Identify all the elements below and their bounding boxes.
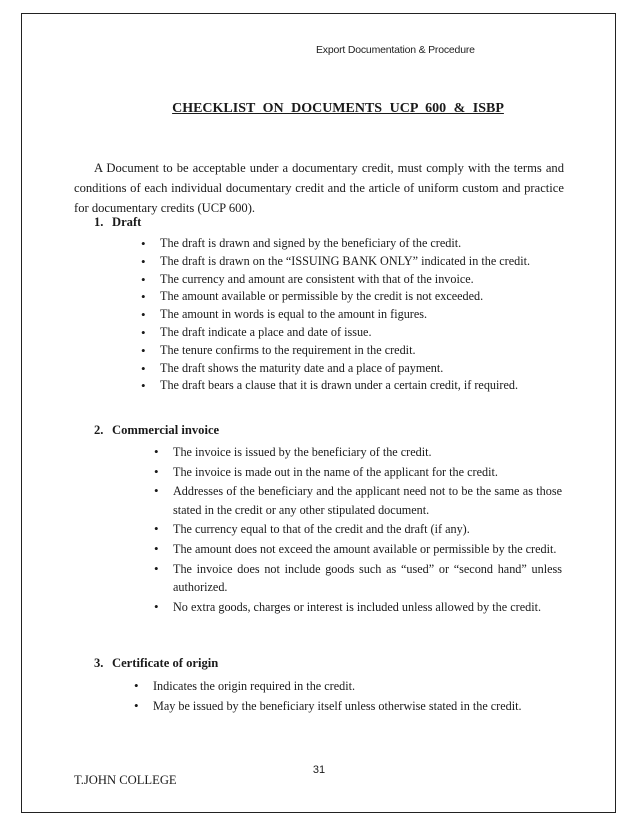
list-item: • The currency and amount are consistent with that of the invoice.: [141, 271, 561, 289]
section-title: Certificate of origin: [112, 656, 219, 670]
section-heading-draft: [94, 215, 141, 230]
list-item: • The currency equal to that of the credit and the draft (if any).: [154, 520, 562, 540]
list-item: • The invoice does not include goods such as “used” or “second hand” unless authorized.: [154, 560, 562, 598]
list-item: • Addresses of the beneficiary and the applicant need not to be the same as those stated in the credit or any other stipulated document.: [154, 482, 562, 520]
list-item: • The draft bears a clause that it is drawn under a certain credit, if required.: [141, 377, 561, 395]
intro-paragraph: [74, 159, 564, 218]
running-header: Export Documentation & Procedure: [316, 44, 475, 56]
footer-college-name: T.JOHN COLLEGE: [74, 773, 177, 787]
draft-checklist: [141, 235, 561, 395]
list-item: • May be issued by the beneficiary itself unless otherwise stated in the credit.: [134, 696, 564, 716]
origin-checklist: [134, 676, 564, 716]
intro-text: A Document to be acceptable under a documentary credit, must comply with the terms and conditions of each individual documentary credit and the article of uniform custom and practice for documentary credits (UCP 600).: [74, 161, 564, 215]
page-title: [0, 101, 638, 117]
list-item: • The invoice is made out in the name of the applicant for the credit.: [154, 463, 562, 483]
list-item: • The draft is drawn and signed by the beneficiary of the credit.: [141, 235, 561, 253]
list-item: • The amount available or permissible by the credit is not exceeded.: [141, 288, 561, 306]
section-number: 1.: [94, 215, 104, 229]
list-item: • The amount does not exceed the amount available or permissible by the credit.: [154, 540, 562, 560]
section-title: Commercial invoice: [112, 423, 220, 437]
invoice-checklist: [154, 443, 562, 617]
list-item: • The tenure confirms to the requirement in the credit.: [141, 342, 561, 360]
page-number: 31: [312, 764, 326, 776]
page-title-text: CHECKLIST ON DOCUMENTS UCP 600 & ISBP: [172, 101, 504, 116]
list-item: • The draft shows the maturity date and a place of payment.: [141, 360, 561, 378]
section-number: 3.: [94, 656, 104, 670]
list-item: • The amount in words is equal to the amount in figures.: [141, 306, 561, 324]
section-heading-commercial-invoice: [94, 423, 219, 438]
section-heading-certificate-of-origin: [94, 656, 218, 671]
list-item: • Indicates the origin required in the credit.: [134, 676, 564, 696]
section-number: 2.: [94, 423, 104, 437]
list-item: • No extra goods, charges or interest is included unless allowed by the credit.: [154, 598, 562, 618]
list-item: • The invoice is issued by the beneficiary of the credit.: [154, 443, 562, 463]
section-title: Draft: [112, 215, 142, 229]
list-item: • The draft indicate a place and date of issue.: [141, 324, 561, 342]
list-item: • The draft is drawn on the “ISSUING BANK ONLY” indicated in the credit.: [141, 253, 561, 271]
